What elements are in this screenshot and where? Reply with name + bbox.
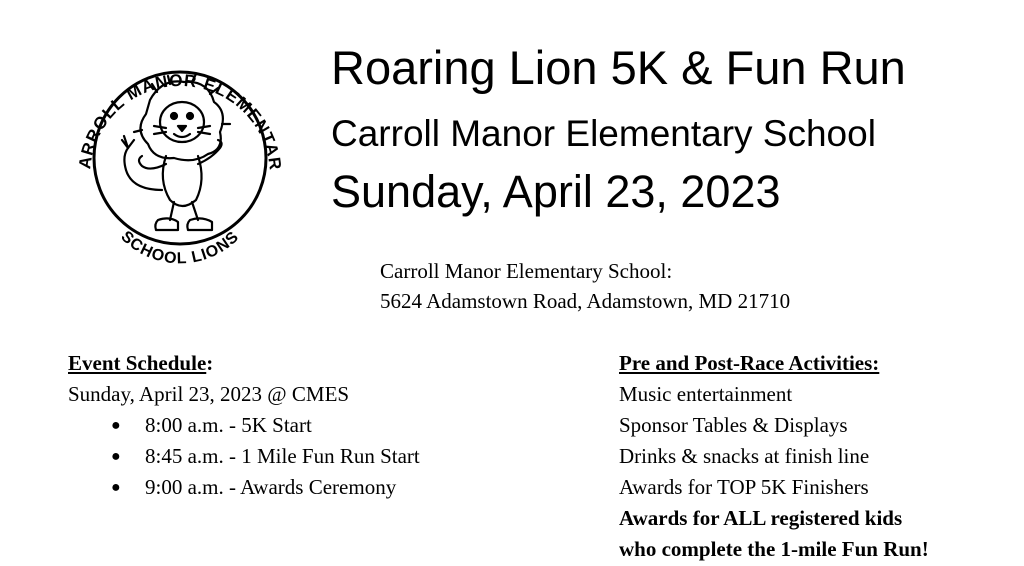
schedule-list [68, 410, 420, 503]
activity-item: Sponsor Tables & Displays [619, 413, 848, 437]
schedule-item: ● 9:00 a.m. - Awards Ceremony [68, 472, 420, 503]
bullet-icon: ● [111, 479, 121, 496]
event-title: Roaring Lion 5K & Fun Run [331, 41, 906, 94]
schedule-date: Sunday, April 23, 2023 @ CMES [68, 382, 350, 406]
logo-bottom-text: SCHOOL LIONS [117, 228, 243, 268]
race-activities [619, 348, 929, 565]
lion-mascot-icon [62, 40, 298, 276]
bullet-icon: ● [111, 448, 121, 465]
kids-awards-line-1: Awards for ALL registered kids [619, 506, 903, 530]
activity-item: Music entertainment [619, 382, 793, 406]
event-location [380, 256, 790, 316]
schedule-item: ● 8:00 a.m. - 5K Start [68, 410, 420, 441]
activity-item: Drinks & snacks at finish line [619, 444, 870, 468]
school-lions-logo [62, 40, 298, 276]
location-name: Carroll Manor Elementary School: [380, 259, 673, 283]
schedule-item: ● 8:45 a.m. - 1 Mile Fun Run Start [68, 441, 420, 472]
activities-heading: Pre and Post-Race Activities: [619, 351, 880, 375]
activity-item: Awards for TOP 5K Finishers [619, 475, 869, 499]
logo-top-text: ARROLL MANOR ELEMENTAR [75, 70, 285, 172]
event-date: Sunday, April 23, 2023 [331, 166, 781, 217]
event-schedule [68, 348, 420, 503]
kids-awards-line-2: who complete the 1-mile Fun Run! [619, 537, 929, 561]
location-address: 5624 Adamstown Road, Adamstown, MD 21710 [380, 289, 791, 313]
schedule-heading: Event Schedule: [68, 351, 214, 375]
bullet-icon: ● [111, 417, 121, 434]
school-name: Carroll Manor Elementary School [331, 113, 876, 154]
